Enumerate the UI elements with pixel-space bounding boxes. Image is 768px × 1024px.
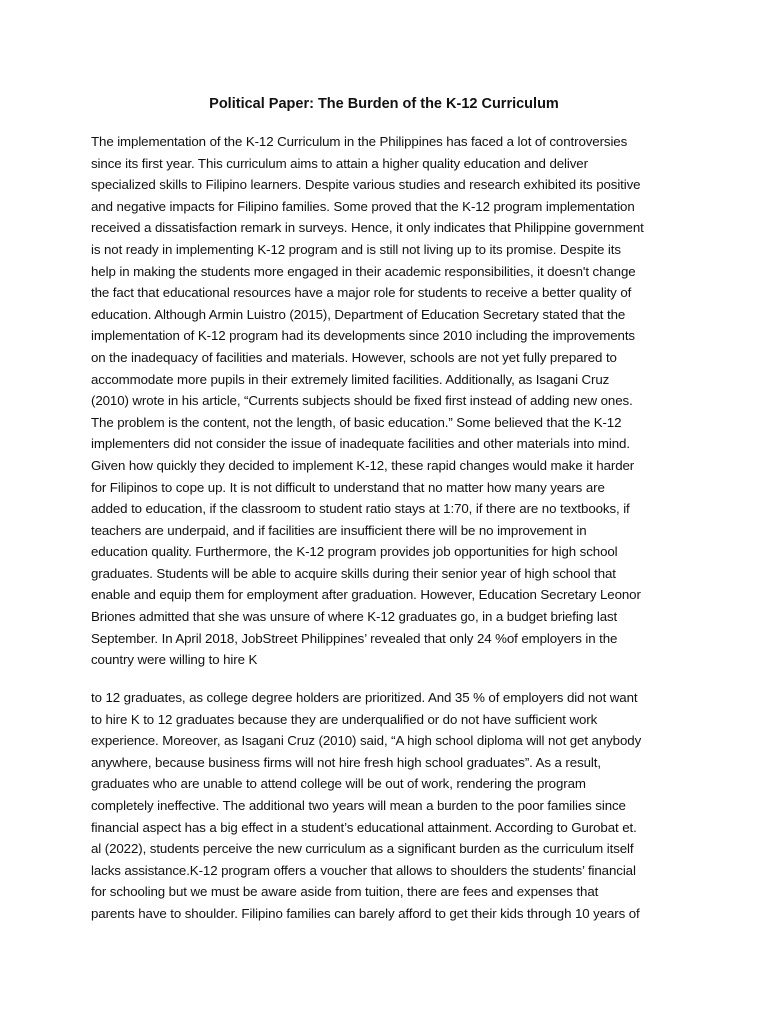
text-line: implementers did not consider the issue of inadequate facilities and other materials into mind. — [91, 436, 630, 452]
text-line: graduates. Students will be able to acquire skills during their senior year of high school that — [91, 565, 616, 581]
text-line: anywhere, because business firms will not hire fresh high school graduates”. As a result, — [91, 754, 601, 770]
text-line: Briones admitted that she was unsure of where K-12 graduates go, in a budget briefing last — [91, 609, 618, 625]
text-line: graduates who are unable to attend college will be out of work, rendering the program — [91, 776, 586, 792]
text-line: and negative impacts for Filipino families. Some proved that the K-12 program implementation — [91, 198, 635, 214]
text-line: since its first year. This curriculum aims to attain a higher quality education and deliver — [91, 155, 588, 171]
text-line: parents have to shoulder. Filipino families can barely afford to get their kids through 10 years of — [91, 905, 640, 921]
text-line: implementation of K-12 program had its developments since 2010 including the improvements — [91, 328, 635, 344]
text-line: on the inadequacy of facilities and materials. However, schools are not yet fully prepared to — [91, 349, 617, 365]
text-line: lacks assistance.K-12 program offers a voucher that allows to shoulders the students’ financial — [91, 862, 636, 878]
text-line: received a dissatisfaction remark in surveys. Hence, it only indicates that Philippine government — [91, 220, 644, 236]
text-line: enable and equip them for employment after graduation. However, Education Secretary Leonor — [91, 587, 641, 603]
text-line: education. Although Armin Luistro (2015), Department of Education Secretary stated that the — [91, 306, 626, 322]
text-line: al (2022), students perceive the new curriculum as a significant burden as the curriculum itself — [91, 841, 634, 857]
text-line: The problem is the content, not the length, of basic education.” Some believed that the K-12 — [91, 414, 622, 430]
text-line: accommodate more pupils in their extremely limited facilities. Additionally, as Isagani Cruz — [91, 371, 610, 387]
text-line: for schooling but we must be aware aside from tuition, there are fees and expenses that — [91, 884, 599, 900]
text-line: for Filipinos to cope up. It is not difficult to understand that no matter how many years are — [91, 479, 605, 495]
text-line: specialized skills to Filipino learners. Despite various studies and research exhibited its positive — [91, 177, 641, 193]
text-line: teachers are underpaid, and if facilities are insufficient there will be no improvement in — [91, 522, 587, 538]
text-line: experience. Moreover, as Isagani Cruz (2010) said, “A high school diploma will not get anybody — [91, 733, 642, 749]
text-line: education quality. Furthermore, the K-12 program provides job opportunities for high school — [91, 544, 618, 560]
text-line: added to education, if the classroom to student ratio stays at 1:70, if there are no textbooks, if — [91, 501, 630, 517]
text-line: The implementation of the K-12 Curriculum in the Philippines has faced a lot of controversies — [91, 134, 628, 149]
document-title: Political Paper: The Burden of the K-12 Curriculum — [209, 96, 559, 112]
text-line: (2010) wrote in his article, “Currents subjects should be fixed first instead of adding new ones. — [91, 393, 633, 409]
text-line: financial aspect has a big effect in a student’s educational attainment. According to Gurobat et. — [91, 819, 637, 835]
text-line: to 12 graduates, as college degree holders are prioritized. And 35 % of employers did not want — [91, 690, 638, 705]
text-line: the fact that educational resources have a major role for students to receive a better quality of — [91, 285, 632, 301]
text-line: completely ineffective. The additional two years will mean a burden to the poor families since — [91, 797, 626, 813]
text-line: to hire K to 12 graduates because they are underqualified or do not have sufficient work — [91, 711, 598, 727]
text-line: September. In April 2018, JobStreet Philippines’ revealed that only 24 %of employers in the — [91, 630, 618, 646]
paragraph-2 — [91, 687, 691, 925]
paragraph-1 — [91, 131, 691, 671]
text-line: Given how quickly they decided to implement K-12, these rapid changes would make it harder — [91, 457, 635, 473]
text-line: help in making the students more engaged in their academic responsibilities, it doesn't change — [91, 263, 636, 279]
text-line: country were willing to hire K — [91, 652, 258, 668]
text-line: is not ready in implementing K-12 program and is still not living up to its promise. Despite its — [91, 241, 621, 257]
